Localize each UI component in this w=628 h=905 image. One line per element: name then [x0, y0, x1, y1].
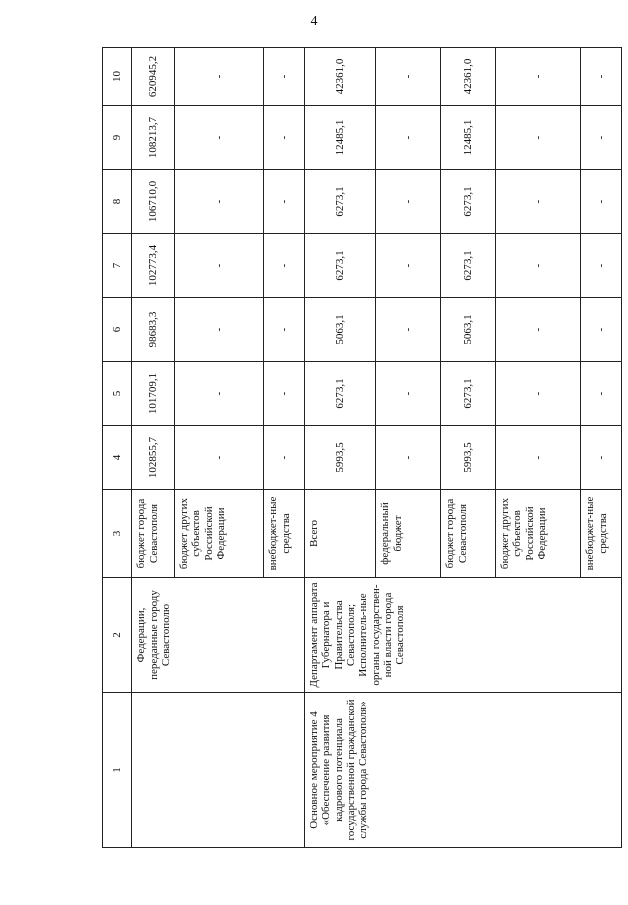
budget-table — [102, 47, 622, 848]
header-cell: 3 — [103, 490, 132, 578]
source-cell: внебюджет-ные средства — [581, 490, 622, 578]
header-cell: 4 — [103, 426, 132, 490]
value-cell: 6273,1 — [441, 362, 496, 426]
value-cell: - — [175, 426, 264, 490]
header-cell: 10 — [103, 48, 132, 106]
executor-cell: Департамент аппарата Губернатора и Правительства Севастополя; Исполнитель-ные органы государствен-ной власти города Севастополя — [305, 578, 622, 693]
value-cell: - — [376, 106, 441, 170]
value-cell: 98683,3 — [132, 298, 175, 362]
measure-cell: Основное мероприятие 4 «Обеспечение развития кадрового потенциала государственной гражданской службы города Севастополя» — [305, 693, 622, 848]
value-cell: 12485,1 — [441, 106, 496, 170]
value-cell: - — [496, 298, 581, 362]
value-cell: 102773,4 — [132, 234, 175, 298]
value-cell: - — [175, 234, 264, 298]
value-cell: 6273,1 — [441, 234, 496, 298]
value-cell: - — [496, 426, 581, 490]
page-number: 4 — [310, 14, 318, 29]
value-cell: - — [376, 362, 441, 426]
value-cell: 101709,1 — [132, 362, 175, 426]
source-cell: федеральный бюджет — [376, 490, 441, 578]
value-cell: 6273,1 — [305, 234, 376, 298]
value-cell: - — [496, 106, 581, 170]
value-cell: - — [496, 170, 581, 234]
table-row — [305, 48, 376, 848]
value-cell: - — [175, 170, 264, 234]
value-cell: - — [496, 362, 581, 426]
header-cell: 7 — [103, 234, 132, 298]
header-cell: 9 — [103, 106, 132, 170]
value-cell: - — [175, 106, 264, 170]
header-cell: 6 — [103, 298, 132, 362]
value-cell: 6273,1 — [305, 362, 376, 426]
header-cell: 5 — [103, 362, 132, 426]
value-cell: - — [264, 170, 305, 234]
value-cell: - — [581, 298, 622, 362]
value-cell: - — [496, 234, 581, 298]
value-cell: - — [264, 298, 305, 362]
header-cell: 2 — [103, 578, 132, 693]
value-cell: - — [175, 298, 264, 362]
value-cell: - — [581, 362, 622, 426]
value-cell: 6273,1 — [305, 170, 376, 234]
budget-table-rotated — [102, 48, 622, 848]
value-cell: 42361,0 — [441, 48, 496, 106]
value-cell: 5993,5 — [441, 426, 496, 490]
value-cell: - — [581, 106, 622, 170]
source-cell: бюджет других субъектов Российской Федерации — [496, 490, 581, 578]
value-cell: - — [175, 362, 264, 426]
table-row — [132, 48, 175, 848]
value-cell: 6273,1 — [441, 170, 496, 234]
value-cell: 5993,5 — [305, 426, 376, 490]
value-cell: 108213,7 — [132, 106, 175, 170]
source-cell: бюджет города Севастополя — [441, 490, 496, 578]
value-cell: 5063,1 — [305, 298, 376, 362]
value-cell: - — [175, 48, 264, 106]
value-cell: 42361,0 — [305, 48, 376, 106]
value-cell: 620945,2 — [132, 48, 175, 106]
value-cell: 106710,0 — [132, 170, 175, 234]
value-cell: - — [376, 426, 441, 490]
value-cell: - — [581, 48, 622, 106]
value-cell: - — [376, 48, 441, 106]
value-cell: - — [581, 426, 622, 490]
value-cell: - — [376, 170, 441, 234]
value-cell: - — [264, 234, 305, 298]
value-cell: - — [496, 48, 581, 106]
value-cell: - — [264, 106, 305, 170]
source-cell: внебюджет-ные средства — [264, 490, 305, 578]
value-cell: - — [581, 234, 622, 298]
value-cell: - — [264, 426, 305, 490]
header-cell: 1 — [103, 693, 132, 848]
source-cell: Всего — [305, 490, 376, 578]
value-cell: 12485,1 — [305, 106, 376, 170]
value-cell: - — [264, 48, 305, 106]
source-cell: бюджет других субъектов Российской Федерации — [175, 490, 264, 578]
value-cell: - — [376, 298, 441, 362]
header-cell: 8 — [103, 170, 132, 234]
value-cell: - — [376, 234, 441, 298]
value-cell: 102855,7 — [132, 426, 175, 490]
value-cell: - — [264, 362, 305, 426]
executor-cell: Федерации, переданные городу Севастополю — [132, 578, 305, 693]
source-cell: бюджет города Севастополя — [132, 490, 175, 578]
value-cell: - — [581, 170, 622, 234]
measure-cell-empty — [132, 693, 305, 848]
header-row — [103, 48, 132, 848]
value-cell: 5063,1 — [441, 298, 496, 362]
